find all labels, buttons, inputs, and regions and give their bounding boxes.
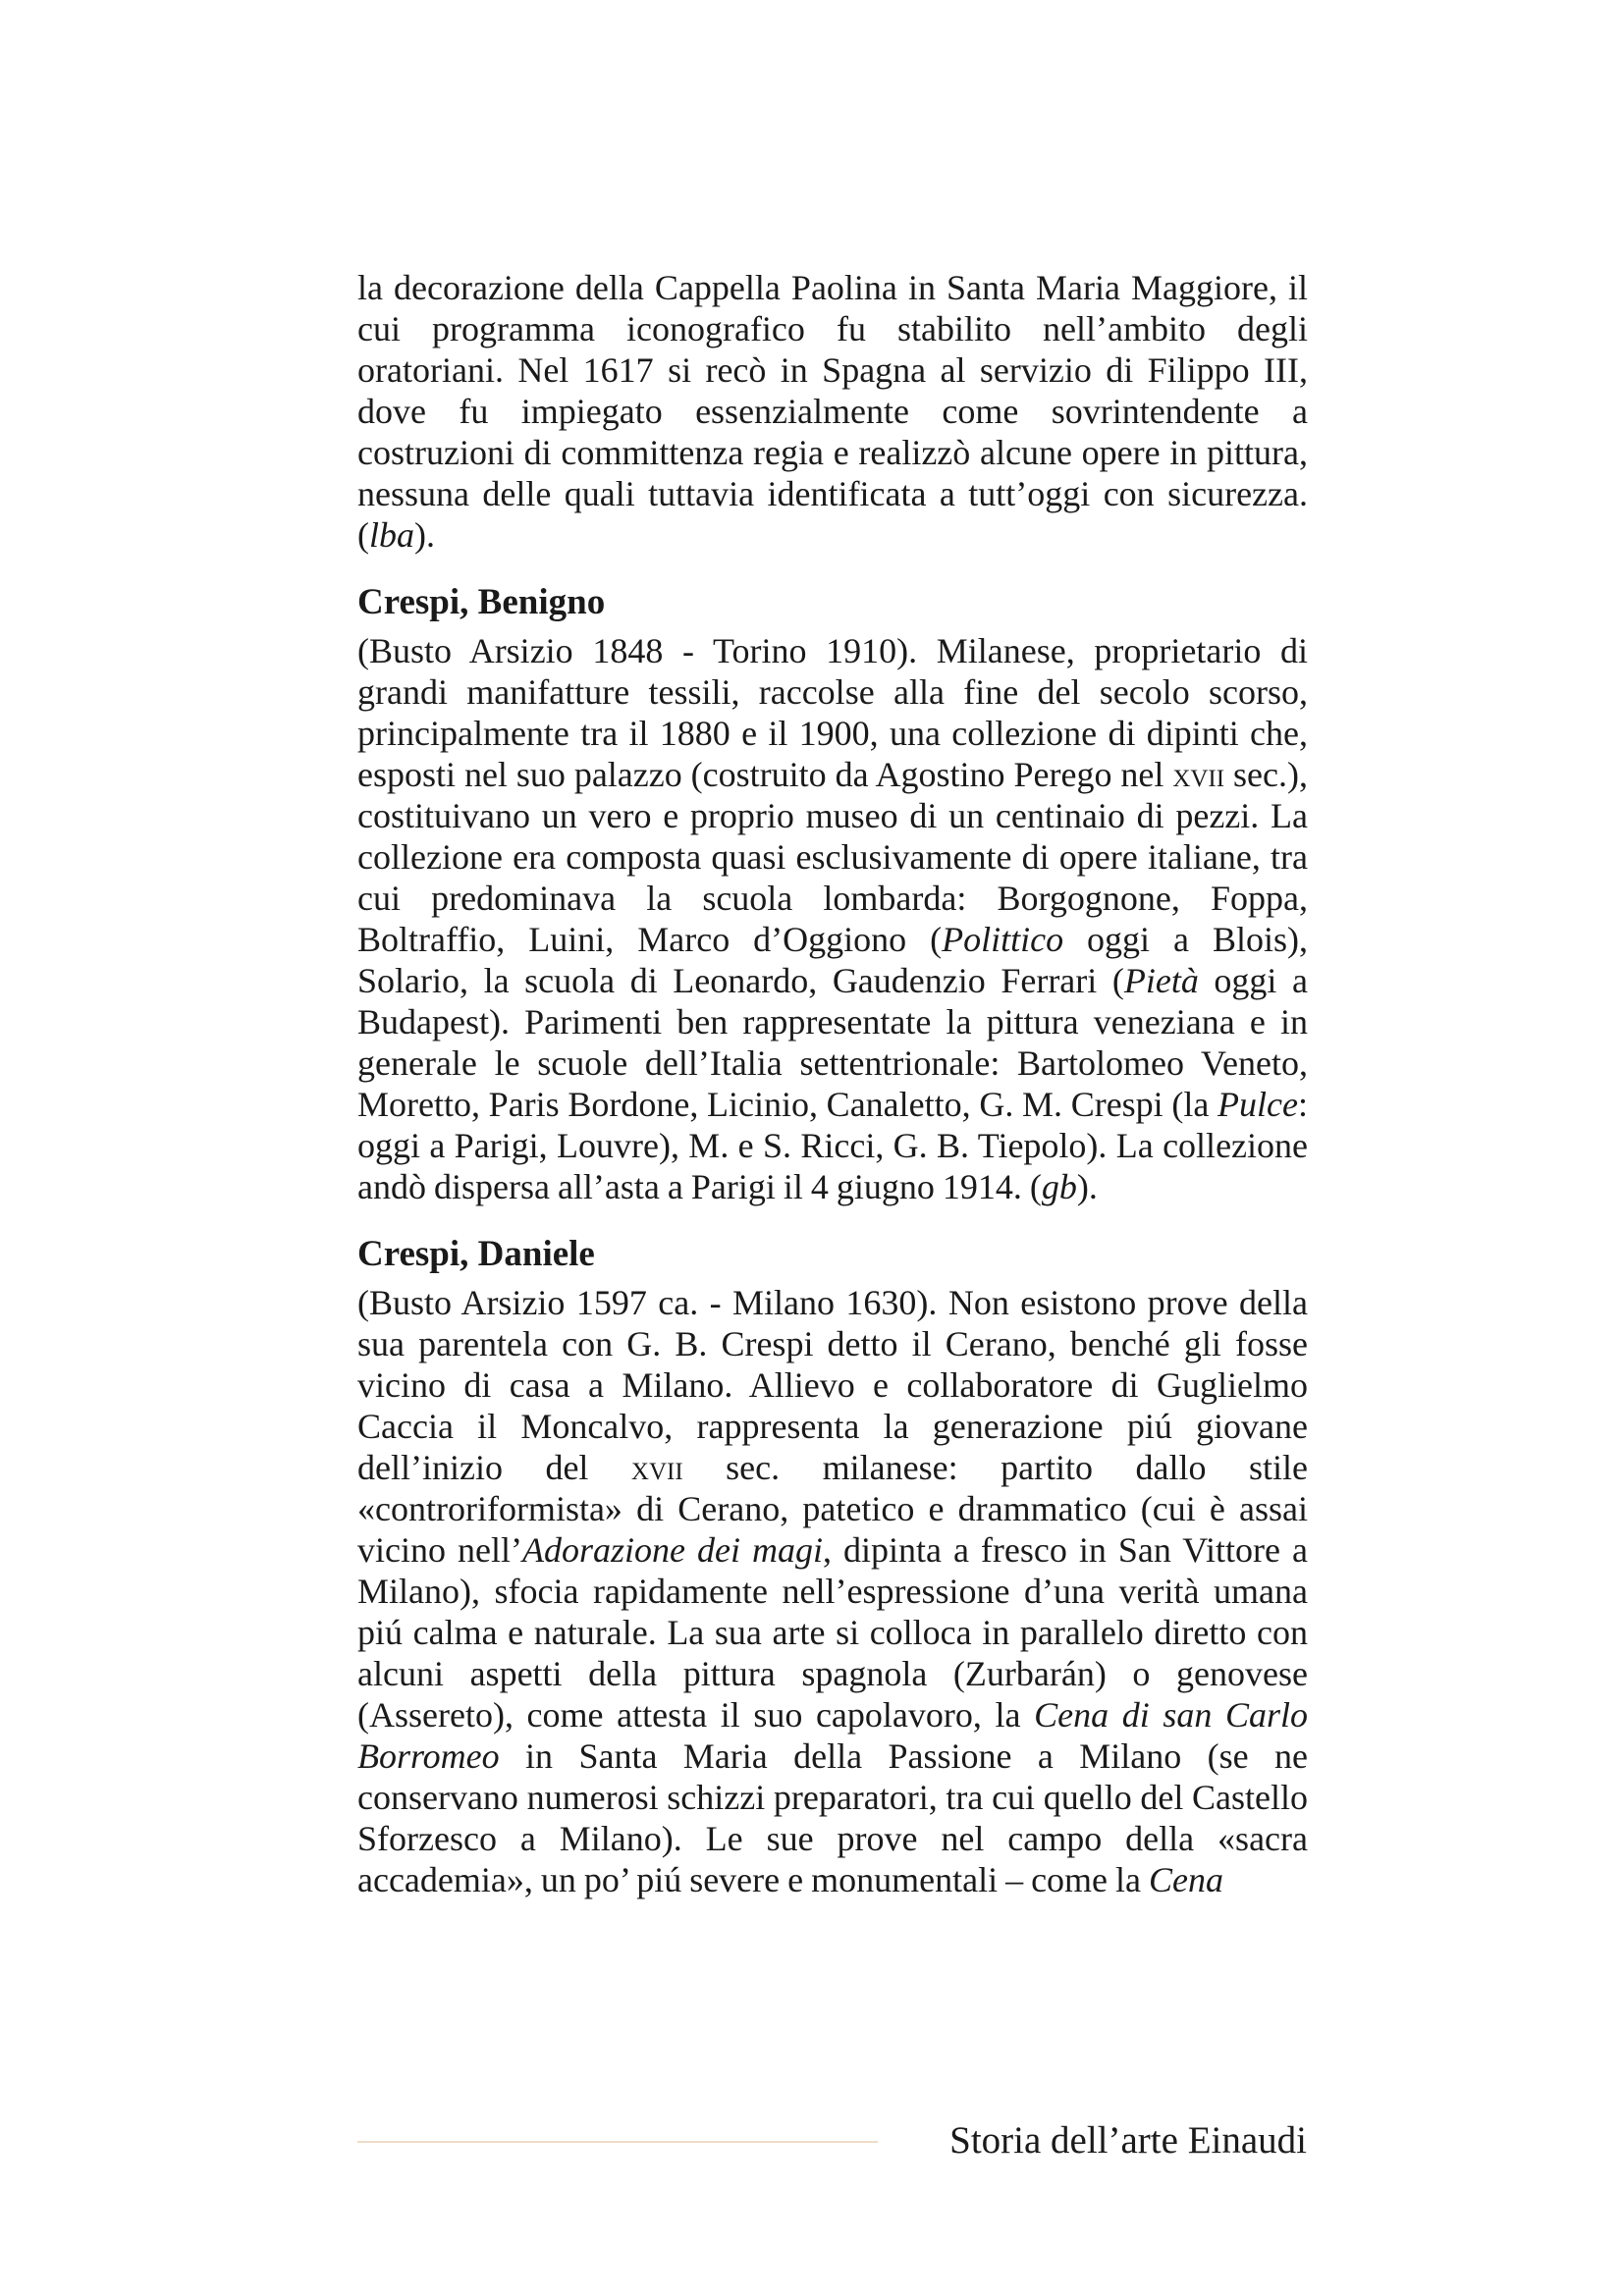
intro-text-end: ).: [414, 515, 436, 555]
artwork-title: Cena: [1149, 1860, 1224, 1899]
page-body: [357, 267, 1308, 1900]
artwork-title: Pulce: [1217, 1085, 1298, 1124]
artwork-title: Polittico: [942, 920, 1064, 959]
artwork-title: Cena di san Carlo Borromeo: [357, 1695, 1308, 1776]
author-initials: gb: [1041, 1167, 1077, 1206]
entry-body: (Busto Arsizio 1848 - Torino 1910). Milanese, proprietario di grandi manifatture tessili, raccolse alla fine del secolo scorso, principalmente tra il 1880 e il 1900, una collezione di dipinti che, esposti nel suo palazzo (costruito da Agostino Perego nel xvii sec.), costituivano un vero e proprio museo di un centinaio di pezzi. La collezione era composta quasi esclusivamente di opere italiane, tra cui predominava la scuola lombarda: Borgognone, Foppa, Boltraffio, Luini, Marco d’Oggiono (Polittico oggi a Blois), Solario, la scuola di Leonardo, Gaudenzio Ferrari (Pietà oggi a Budapest). Parimenti ben rappresentate la pittura veneziana e in generale le scuole dell’Italia settentrionale: Bartolomeo Veneto, Moretto, Paris Bordone, Licinio, Canaletto, G. M. Crespi (la Pulce: oggi a Parigi, Louvre), M. e S. Ricci, G. B. Tiepolo). La collezione andò dispersa all’asta a Parigi il 4 giugno 1914. (gb).: [357, 631, 1308, 1206]
footer-rule: [357, 2141, 878, 2143]
entry-title: Crespi, Benigno: [357, 582, 606, 622]
footer-title: Storia dell’arte Einaudi: [949, 2119, 1307, 2162]
entry-body: (Busto Arsizio 1597 ca. - Milano 1630). Non esistono prove della sua parentela con G. B. Crespi detto il Cerano, benché gli fosse vicino di casa a Milano. Allievo e collaboratore di Guglielmo Caccia il Moncalvo, rappresenta la generazione piú giovane dell’inizio del xvii sec. milanese: partito dallo stile «controriformista» di Cerano, patetico e drammatico (cui è assai vicino nell’Adorazione dei magi, dipinta a fresco in San Vittore a Milano), sfocia rapidamente nell’espressione d’una verità umana piú calma e naturale. La sua arte si colloca in parallelo diretto con alcuni aspetti della pittura spagnola (Zurbarán) o genovese (Assereto), come attesta il suo capolavoro, la Cena di san Carlo Borromeo in Santa Maria della Passione a Milano (se ne conservano numerosi schizzi preparatori, tra cui quello del Castello Sforzesco a Milano). Le sue prove nel campo della «sacra accademia», un po’ piú severe e monumentali – come la Cena: [357, 1283, 1309, 1899]
intro-text: la decorazione della Cappella Paolina in Santa Maria Maggiore, il cui programma iconografico fu stabilito nell’ambito degli oratoriani. Nel 1617 si recò in Spagna al servizio di Filippo III, dove fu impiegato essenzialmente come sovrintendente a costruzioni di committenza regia e realizzò alcune opere in pittura, nessuna delle quali tuttavia identificata a tutt’oggi con sicurezza. (: [357, 268, 1308, 555]
intro-paragraph: [357, 267, 1308, 556]
artwork-title: Pietà: [1123, 961, 1199, 1000]
artwork-title: Adorazione dei magi: [521, 1530, 823, 1570]
author-initials: lba: [369, 515, 415, 555]
century-numeral: xvii: [1172, 755, 1225, 794]
century-numeral: xvii: [630, 1448, 683, 1487]
entry-title: Crespi, Daniele: [357, 1234, 595, 1274]
